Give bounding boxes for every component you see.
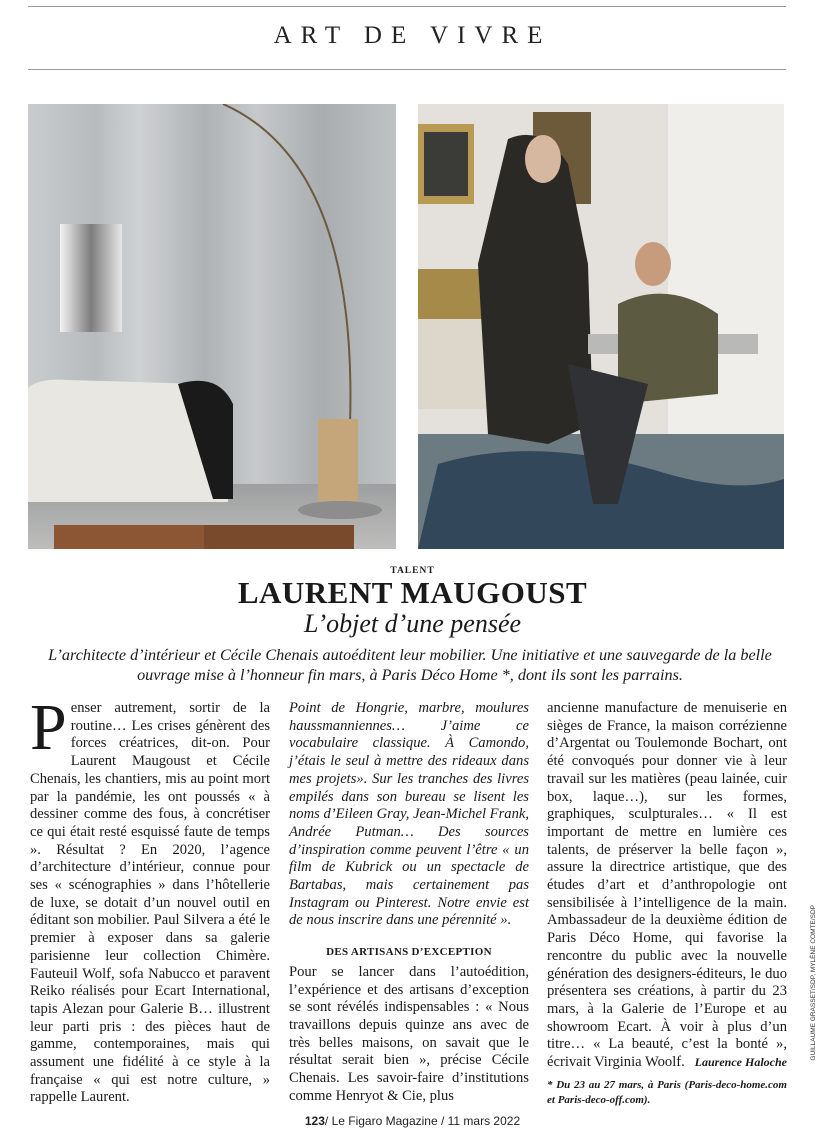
drop-cap: P [30, 691, 67, 764]
column-2-text-2: Pour se lancer dans l’autoédition, l’expérience et des artisans d’exception se sont révélés indispensables : « Nous travaillons depuis quinze ans avec de très belles maisons, on savait que le résultat serait bien », précise Cécile Chenais. Les savoir-faire d’institutions comme Henryot & Cie, plus [289, 963, 529, 1104]
column-1-text: enser autrement, sortir de la routine… Les crises génèrent des forces créatrices, dit-on. Pour Laurent Maugoust et Cécile Chenais, les chantiers, mis au point mort par la pandémie, les ont poussés « à dessiner comme des fous, à concrétiser ce qui était resté esquissé faute de temps ». Résultat ? En 2020, l’agence d’architecture d’intérieur, connue pour ses « scénographies » dans l’hôtellerie de luxe, se dotait d’un nouvel outil en éditant son mobilier. Paul Silvera a été le premier à exposer dans sa galerie parisienne leur collection Chimère. Fauteuil Wolf, sofa Nabucco et paravent Reiko réalisés pour Ecart International, tapis Alezan pour Galerie B… illustrent leur parti pris : des pièces haut de gamme, contemporaines, mais qui assument une fidélité à ce style à la française « qui est notre culture, » rappelle Laurent. [30, 700, 270, 1106]
page-folio [0, 1114, 825, 1128]
column-3-text: ancienne manufacture de menuiserie en sièges de France, la maison corrézienne d’Argentat ou Toulemonde Bochart, ont été convoqués pour donner vie à leur travail sur les matières (peau lainée, cuir box, laque…), sur les formes, graphiques, sculpturales… « Il est important de mettre en lumière ces talents, de préserver la belle façon », assure la directrice artistique, que des études d’art et d’anthropologie ont sensibilisée à l’intelligence de la main. Ambassadeur de la deuxième édition de Paris Déco Home, qui favorise la rencontre du public avec la nouvelle génération des designers-éditeurs, le duo présentera ses créations, à partir du 23 mars, à la Galerie de l’Europe et au showroom Ecart. À voir à plus d’un titre… « La beauté, c’est la bonté », écrivait Virginia Woolf. [547, 700, 787, 1071]
photo-sofa-lamp-illustration [28, 104, 396, 549]
publication-info: / Le Figaro Magazine / 11 mars 2022 [324, 1114, 521, 1128]
photo-portrait-duo [418, 104, 784, 549]
header-rule [28, 69, 786, 70]
article-column-3 [547, 700, 787, 1108]
section-subhead: DES ARTISANS D’EXCEPTION [326, 946, 492, 959]
photo-portrait-duo-illustration [418, 104, 784, 549]
article-footnote: * Du 23 au 27 mars, à Paris (Paris-deco-home.com et Paris-deco-off.com). [547, 1078, 787, 1106]
page-number: 123 [304, 1114, 325, 1128]
article-column-2 [289, 700, 529, 1105]
article-standfirst: L’architecte d’intérieur et Cécile Chenais autoéditent leur mobilier. Une initiative et une sauvegarde de la belle ouvrage mise à l’honneur fin mars, à Paris Déco Home *, dont ils sont les parrains. [48, 646, 772, 684]
section-title: ART DE VIVRE [273, 22, 552, 49]
article-subheadline: L’objet d’une pensée [303, 609, 522, 638]
photo-sofa-lamp [28, 104, 396, 549]
article-headline: LAURENT MAUGOUST [237, 575, 588, 610]
column-2-text: Point de Hongrie, marbre, moulures haussmanniennes… J’aime ce vocabulaire classique. À Camondo, j’étais le seul à mettre des rideaux dans mes projets». Sur les tranches des livres empilés dans son bureau se lisent les noms d’Eileen Gray, Jean-Michel Frank, Andrée Putman… Des sources d’inspiration comme peuvent l’être « un film de Kubrick ou un spectacle de Bartabas, mais certainement pas Instagram ou Pinterest. Notre envie est de nous inscrire dans une pérennité ». [289, 700, 529, 929]
article-author: Laurence Haloche [694, 1055, 787, 1070]
article-column-1 [30, 691, 270, 1107]
photo-credit: GUILLAUME GRASSET/SDP, MYLÈNE COMTE/SDP [810, 905, 817, 1061]
top-rule [28, 6, 786, 7]
article-kicker: TALENT [390, 566, 435, 576]
